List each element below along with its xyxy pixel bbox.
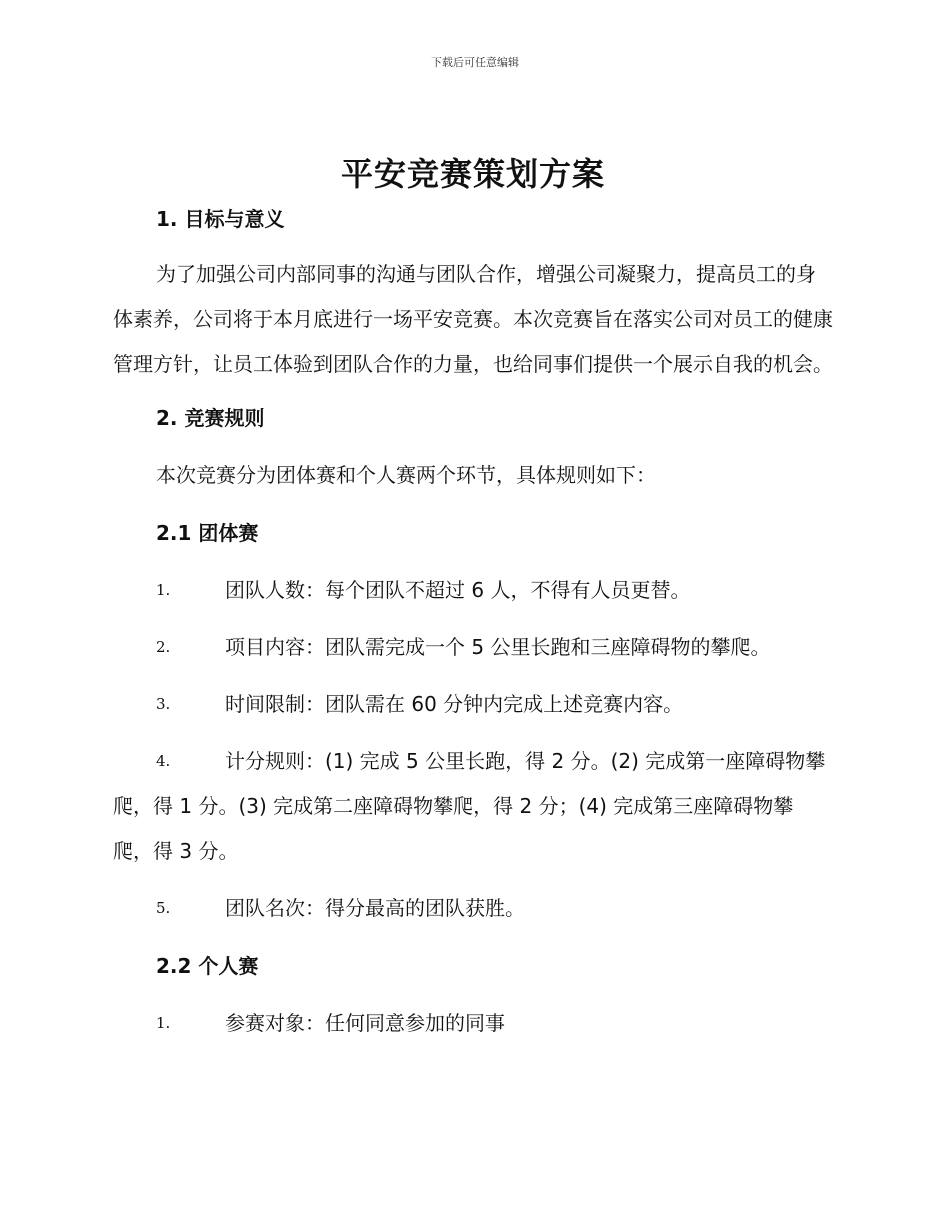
list-number: 3. [156, 695, 171, 713]
list-number: 1. [156, 581, 171, 599]
section-heading-2-1: 2.1 团体赛 [156, 521, 259, 545]
section-2-paragraph: 本次竞赛分为团体赛和个人赛两个环节，具体规则如下： [156, 463, 656, 487]
section-heading-2: 2. 竞赛规则 [156, 406, 265, 430]
list-item [113, 886, 833, 931]
section-1-paragraph: 为了加强公司内部同事的沟通与团队合作，增强公司凝聚力，提高员工的身体素养，公司将于本月底进行一场平安竞赛。本次竞赛旨在落实公司对员工的健康管理方针，让员工体验到团队合作的力量，也给同事们提供一个展示自我的机会。 [113, 262, 833, 376]
list-item [113, 739, 833, 874]
team-rules-list [113, 568, 833, 931]
document-title: 平安竞赛策划方案 [340, 155, 605, 193]
list-number: 2. [156, 638, 171, 656]
list-item-text: 团队人数：每个团队不超过 6 人，不得有人员更替。 [225, 578, 691, 602]
list-item [113, 682, 833, 727]
individual-rules-list [113, 1001, 833, 1046]
list-number: 1. [156, 1014, 171, 1032]
section-heading-2-2: 2.2 个人赛 [156, 954, 259, 978]
list-number: 5. [156, 899, 171, 917]
list-item-text: 时间限制：团队需在 60 分钟内完成上述竞赛内容。 [225, 692, 684, 716]
list-item-text: 计分规则：(1) 完成 5 公里长跑，得 2 分。(2) 完成第一座障碍物攀爬，得 1 分。(3) 完成第二座障碍物攀爬，得 2 分；(4) 完成第三座障碍物攀爬，得 3 分。 [113, 749, 826, 863]
list-item [113, 1001, 833, 1046]
list-item-text: 项目内容：团队需完成一个 5 公里长跑和三座障碍物的攀爬。 [225, 635, 771, 659]
list-item-text: 团队名次：得分最高的团队获胜。 [225, 896, 525, 920]
list-number: 4. [156, 752, 171, 770]
list-item [113, 625, 833, 670]
section-heading-1: 1. 目标与意义 [156, 207, 285, 231]
list-item [113, 568, 833, 613]
header-note: 下载后可任意编辑 [431, 56, 519, 69]
list-item-text: 参赛对象：任何同意参加的同事 [225, 1011, 505, 1035]
document-body [113, 148, 833, 1046]
